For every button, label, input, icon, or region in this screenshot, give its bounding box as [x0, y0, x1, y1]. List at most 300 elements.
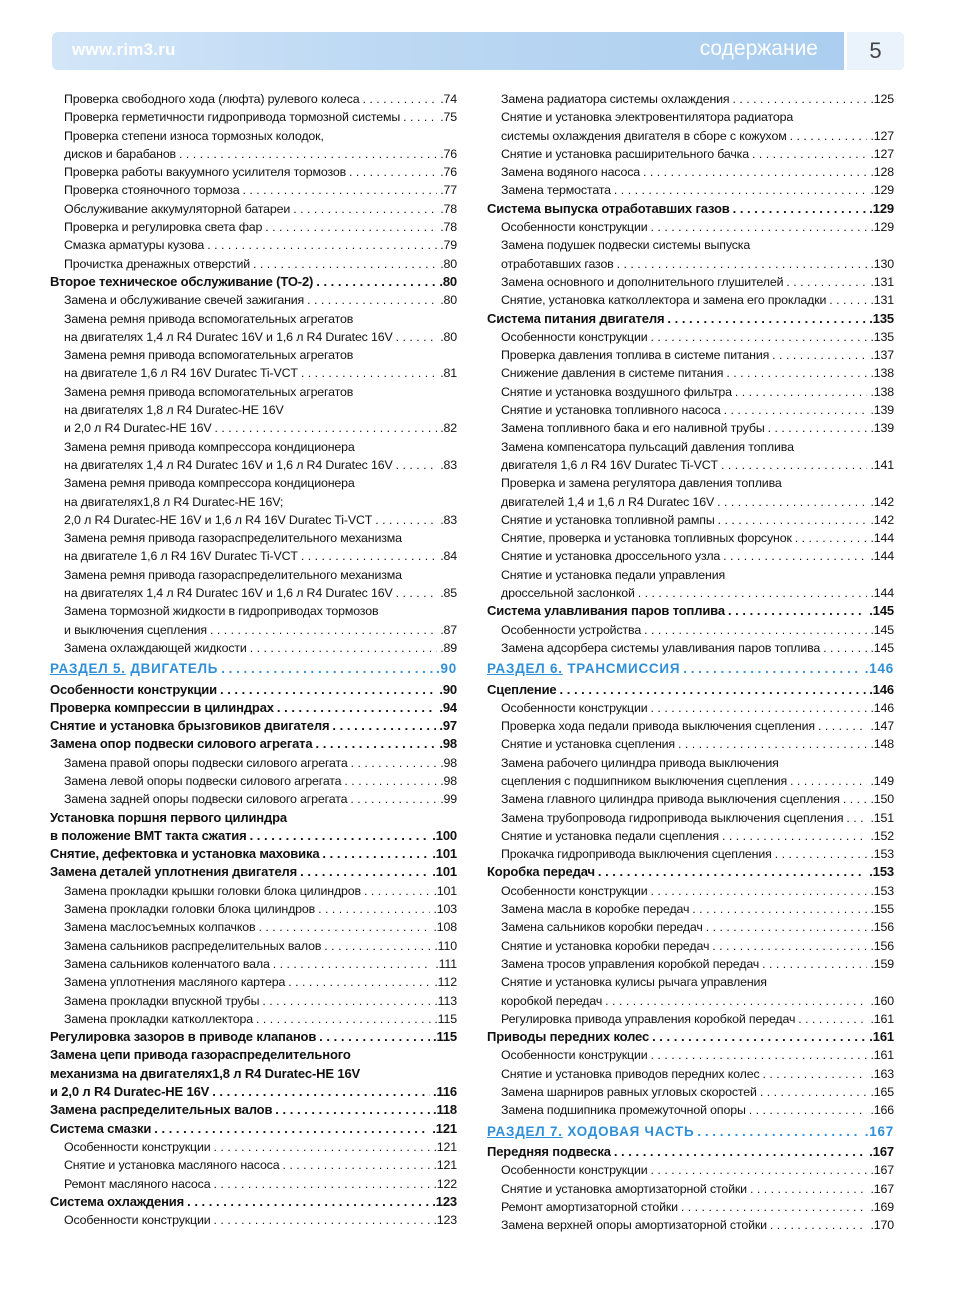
toc-item[interactable] — [487, 401, 894, 419]
toc-item[interactable] — [487, 845, 894, 863]
toc-chapter[interactable] — [50, 735, 457, 753]
toc-column-left — [50, 90, 457, 1229]
toc-item-text: Особенности конструкции — [50, 681, 217, 697]
section-heading[interactable] — [50, 660, 457, 678]
toc-item[interactable] — [50, 900, 457, 918]
toc-item[interactable] — [487, 236, 894, 273]
toc-line — [501, 1101, 894, 1119]
dot-leader — [396, 328, 438, 346]
page-ref: .97 — [439, 718, 457, 734]
page-ref: .75 — [440, 110, 457, 125]
toc-item[interactable] — [487, 882, 894, 900]
toc-item-text: на двигателе 1,6 л R4 16V Duratec Ti-VCT — [64, 366, 298, 381]
page-ref: .78 — [440, 220, 457, 235]
page-ref: .94 — [439, 699, 457, 715]
toc-item[interactable] — [487, 419, 894, 437]
page-ref: .139 — [870, 403, 894, 418]
toc-item-text: коробкой передач — [501, 993, 603, 1008]
toc-item-text-line: Снятие и установка педали управления — [501, 567, 726, 582]
dot-leader — [652, 1028, 866, 1046]
toc-line — [501, 1065, 894, 1083]
page-ref: .80 — [440, 293, 457, 308]
toc-chapter[interactable] — [487, 310, 894, 328]
toc-item[interactable] — [50, 955, 457, 973]
dot-leader — [560, 681, 867, 699]
toc-line — [487, 310, 894, 328]
dot-leader — [250, 827, 430, 845]
toc-line — [501, 401, 894, 419]
toc-item-text: Регулировка привода управления коробкой передач — [501, 1011, 796, 1026]
toc-chapter[interactable] — [50, 809, 457, 846]
toc-item-text: Проверка давления топлива в системе питания — [501, 348, 770, 363]
dot-leader — [364, 882, 431, 900]
toc-item-text: и выключения сцепления — [64, 622, 207, 637]
dot-leader — [768, 419, 868, 437]
page-ref: .76 — [440, 146, 457, 161]
toc-chapter[interactable] — [487, 1028, 894, 1046]
dot-leader — [723, 547, 867, 565]
toc-line — [50, 827, 457, 845]
page-ref: .147 — [870, 719, 894, 734]
toc-item[interactable] — [487, 383, 894, 401]
page-ref: .83 — [440, 512, 457, 527]
toc-item-text: дроссельной заслонкой — [501, 586, 635, 601]
page-ref: .129 — [869, 200, 894, 216]
page-ref: .170 — [870, 1218, 894, 1233]
toc-item-text-line: Снятие и установка кулисы рычага управления — [501, 975, 767, 990]
toc-item[interactable] — [50, 937, 457, 955]
toc-item-text: дисков и барабанов — [64, 146, 176, 161]
toc-line — [64, 1175, 457, 1193]
toc-item[interactable] — [50, 1175, 457, 1193]
page-ref: .127 — [870, 128, 894, 143]
toc-line — [487, 200, 894, 218]
toc-line — [50, 717, 457, 735]
toc-line — [501, 809, 894, 827]
dot-leader — [273, 955, 433, 973]
page-ref: .129 — [870, 220, 894, 235]
dot-leader — [262, 992, 431, 1010]
page-ref: .100 — [432, 827, 457, 843]
page-header — [52, 32, 904, 70]
toc-line — [501, 1010, 894, 1028]
toc-line — [501, 218, 894, 236]
toc-item[interactable] — [50, 310, 457, 347]
dot-leader — [324, 937, 431, 955]
page-ref: .144 — [870, 586, 894, 601]
toc-item[interactable] — [50, 1138, 457, 1156]
toc-item[interactable] — [50, 181, 457, 199]
toc-item[interactable] — [487, 438, 894, 475]
toc-item-text: Особенности конструкции — [501, 329, 648, 344]
dot-leader — [638, 584, 868, 602]
section-number: РАЗДЕЛ 5. — [50, 661, 126, 677]
toc-item-text: Проверка хода педали привода выключения сцепления — [501, 719, 815, 734]
page-ref: .153 — [870, 847, 894, 862]
toc-chapter[interactable] — [50, 863, 457, 881]
toc-item[interactable] — [487, 181, 894, 199]
toc-item[interactable] — [50, 772, 457, 790]
toc-item[interactable] — [487, 699, 894, 717]
toc-chapter[interactable] — [487, 1143, 894, 1161]
page-ref: .135 — [869, 310, 894, 326]
toc-item[interactable] — [50, 973, 457, 991]
dot-leader — [253, 255, 437, 273]
toc-item[interactable] — [487, 1046, 894, 1064]
toc-item[interactable] — [50, 529, 457, 566]
toc-item-text: Проверка герметичности гидропривода тормозной системы — [64, 110, 401, 125]
toc-line — [501, 992, 894, 1010]
toc-item-text: двигателя 1,6 л R4 16V Duratec Ti-VCT — [501, 457, 718, 472]
page-ref: .121 — [433, 1158, 457, 1173]
toc-item[interactable] — [487, 145, 894, 163]
toc-item-text: Система улавливания паров топлива — [487, 603, 725, 619]
dot-leader — [318, 900, 430, 918]
toc-item[interactable] — [487, 474, 894, 511]
toc-item-text: Смазка арматуры кузова — [64, 238, 205, 253]
dot-leader — [786, 273, 867, 291]
toc-item[interactable] — [50, 438, 457, 475]
toc-item-text: Замена тросов управления коробкой передач — [501, 956, 760, 971]
toc-item-text: Проверка и регулировка света фар — [64, 220, 263, 235]
toc-item-text-line: на двигателях 1,8 л R4 Duratec-HE 16V — [64, 403, 284, 418]
toc-line — [501, 1161, 894, 1179]
dot-leader — [829, 291, 867, 309]
toc-item-text: Особенности конструкции — [501, 1048, 648, 1063]
dot-leader — [790, 127, 868, 145]
toc-line — [64, 291, 457, 309]
toc-item-text: Коробка передач — [487, 864, 595, 880]
toc-item-text: Снятие и установка топливного насоса — [501, 403, 721, 418]
toc-line — [487, 660, 894, 678]
toc-item-text: Снятие, проверка и установка топливных форсунок — [501, 531, 792, 546]
toc-chapter[interactable] — [487, 681, 894, 699]
toc-item[interactable] — [487, 218, 894, 236]
toc-item[interactable] — [50, 255, 457, 273]
toc-item[interactable] — [487, 827, 894, 845]
toc-item[interactable] — [50, 90, 457, 108]
page-ref: .167 — [870, 1163, 894, 1178]
page-ref: .130 — [870, 256, 894, 271]
toc-item-text: Снятие и установка педали сцепления — [501, 828, 719, 843]
page-ref: .98 — [440, 773, 457, 788]
toc-chapter[interactable] — [50, 845, 457, 863]
toc-item-text: на двигателе 1,6 л R4 16V Duratec Ti-VCT — [64, 549, 298, 564]
toc-item[interactable] — [50, 602, 457, 639]
toc-item-text: Замена главного цилиндра привода выключения сцепления — [501, 792, 840, 807]
toc-item-text: Снятие и установка воздушного фильтра — [501, 384, 732, 399]
toc-item[interactable] — [487, 754, 894, 791]
dot-leader — [733, 200, 867, 218]
toc-item[interactable] — [487, 1198, 894, 1216]
toc-line — [64, 772, 457, 790]
section-heading[interactable] — [487, 1123, 894, 1141]
toc-chapter[interactable] — [50, 1101, 457, 1119]
toc-item[interactable] — [487, 566, 894, 603]
dot-leader — [651, 882, 868, 900]
toc-item[interactable] — [50, 1010, 457, 1028]
toc-item[interactable] — [487, 1101, 894, 1119]
page-ref: .116 — [433, 1084, 457, 1100]
toc-item[interactable] — [50, 882, 457, 900]
dot-leader — [790, 772, 867, 790]
toc-chapter[interactable] — [50, 699, 457, 717]
toc-item[interactable] — [50, 346, 457, 383]
page-ref: .98 — [439, 736, 457, 752]
toc-item[interactable] — [50, 790, 457, 808]
dot-leader — [697, 1123, 861, 1141]
page-ref: .141 — [870, 457, 894, 472]
section-number: РАЗДЕЛ 7. — [487, 1123, 563, 1139]
dot-leader — [154, 1120, 429, 1138]
page-ref: .101 — [432, 864, 457, 880]
page-ref: .153 — [870, 883, 894, 898]
page-ref: .123 — [432, 1193, 457, 1209]
dot-leader — [179, 145, 437, 163]
dot-leader — [651, 699, 868, 717]
toc-item[interactable] — [487, 735, 894, 753]
toc-item[interactable] — [50, 218, 457, 236]
toc-item[interactable] — [50, 163, 457, 181]
dot-leader — [250, 639, 438, 657]
toc-line — [501, 900, 894, 918]
dot-leader — [214, 1211, 431, 1229]
toc-item[interactable] — [50, 200, 457, 218]
toc-item[interactable] — [487, 1083, 894, 1101]
dot-leader — [750, 1180, 868, 1198]
toc-line — [64, 255, 457, 273]
page-ref: .101 — [433, 883, 457, 898]
toc-item-text: Замена распределительных валов — [50, 1102, 273, 1118]
toc-item-text-line: механизма на двигателях1,8 л R4 Duratec-HE 16V — [50, 1065, 361, 1081]
toc-line — [487, 1143, 894, 1161]
toc-item[interactable] — [487, 639, 894, 657]
toc-item-text: Проверка компрессии в цилиндрах — [50, 699, 274, 715]
toc-item[interactable] — [487, 90, 894, 108]
toc-item-text: и 2,0 л R4 Duratec-HE 16V — [64, 421, 212, 436]
toc-chapter[interactable] — [487, 602, 894, 620]
toc-item-text: Замена прокладки крышки головки блока цилиндров — [64, 883, 361, 898]
dot-leader — [210, 621, 437, 639]
dot-leader — [644, 621, 867, 639]
toc-item-text-line: Замена цепи привода газораспределительного — [50, 1047, 351, 1063]
toc-item[interactable] — [487, 163, 894, 181]
dot-leader — [396, 456, 438, 474]
toc-item[interactable] — [487, 273, 894, 291]
toc-item[interactable] — [50, 383, 457, 438]
page-ref: .161 — [869, 1029, 894, 1045]
toc-line — [64, 364, 457, 382]
toc-item[interactable] — [487, 809, 894, 827]
page-ref: .112 — [434, 975, 457, 990]
dot-leader — [605, 992, 867, 1010]
dot-leader — [651, 218, 868, 236]
dot-leader — [726, 364, 867, 382]
toc-item-text: Замена левой опоры подвески силового агрегата — [64, 773, 342, 788]
dot-leader — [651, 1046, 868, 1064]
page-ref: .87 — [440, 622, 457, 637]
toc-item-text: Система выпуска отработавших газов — [487, 200, 730, 216]
toc-line — [50, 1120, 457, 1138]
toc-item[interactable] — [50, 1211, 457, 1229]
toc-item[interactable] — [487, 511, 894, 529]
toc-item-text: Снятие и установка сцепления — [501, 737, 675, 752]
toc-item[interactable] — [487, 1161, 894, 1179]
dot-leader — [242, 181, 437, 199]
toc-line — [501, 547, 894, 565]
toc-line — [501, 918, 894, 936]
toc-item[interactable] — [487, 918, 894, 936]
dot-leader — [212, 1083, 430, 1101]
page-ref: .146 — [870, 700, 894, 715]
toc-item[interactable] — [50, 474, 457, 529]
dot-leader — [706, 918, 868, 936]
toc-item[interactable] — [487, 717, 894, 735]
page-ref: .165 — [870, 1085, 894, 1100]
dot-leader — [187, 1193, 429, 1211]
page-ref: .113 — [434, 993, 457, 1008]
toc-item[interactable] — [487, 1065, 894, 1083]
toc-item-text: на двигателях 1,4 л R4 Duratec 16V и 1,6 л R4 Duratec 16V — [64, 586, 393, 601]
toc-item-text: Прокачка гидропривода выключения сцепления — [501, 847, 772, 862]
toc-item[interactable] — [487, 1010, 894, 1028]
toc-chapter[interactable] — [50, 1028, 457, 1046]
page-ref: .80 — [439, 273, 457, 289]
page-ref: .138 — [870, 366, 894, 381]
toc-item[interactable] — [50, 291, 457, 309]
toc-line — [501, 90, 894, 108]
toc-item[interactable] — [487, 291, 894, 309]
page-ref: .144 — [870, 531, 894, 546]
toc-line — [501, 163, 894, 181]
toc-item[interactable] — [50, 1156, 457, 1174]
toc-item[interactable] — [487, 547, 894, 565]
toc-line — [501, 955, 894, 973]
toc-line — [64, 973, 457, 991]
toc-line — [64, 584, 457, 602]
toc-item-text-line: Замена тормозной жидкости в гидроприводах тормозов — [64, 604, 379, 619]
toc-item[interactable] — [487, 364, 894, 382]
toc-item[interactable] — [487, 328, 894, 346]
toc-item[interactable] — [50, 108, 457, 126]
dot-leader — [332, 717, 436, 735]
toc-line — [64, 163, 457, 181]
toc-item-text: сцепления с подшипником выключения сцепления — [501, 773, 788, 788]
page-ref: .149 — [870, 773, 894, 788]
toc-item[interactable] — [487, 955, 894, 973]
toc-chapter[interactable] — [487, 863, 894, 881]
toc-item[interactable] — [50, 127, 457, 164]
page-ref: .167 — [869, 1143, 894, 1159]
toc-item-text: ТРАНСМИССИЯ — [567, 661, 681, 677]
toc-item-text: Замена задней опоры подвески силового агрегата — [64, 792, 348, 807]
toc-line — [64, 1156, 457, 1174]
toc-chapter[interactable] — [50, 1120, 457, 1138]
dot-leader — [214, 1138, 431, 1156]
page-ref: .131 — [870, 293, 894, 308]
page-ref: .153 — [869, 864, 894, 880]
toc-item[interactable] — [487, 108, 894, 145]
toc-item[interactable] — [50, 918, 457, 936]
dot-leader — [651, 1161, 868, 1179]
dot-leader — [362, 90, 437, 108]
page-ref: .166 — [870, 1103, 894, 1118]
toc-item[interactable] — [50, 236, 457, 254]
toc-line — [64, 992, 457, 1010]
toc-chapter[interactable] — [50, 1193, 457, 1211]
toc-item-text: Замена верхней опоры амортизаторной стойки — [501, 1218, 767, 1233]
toc-item-text: на двигателях 1,4 л R4 Duratec 16V и 1,6 л R4 Duratec 16V — [64, 457, 393, 472]
toc-chapter[interactable] — [50, 1046, 457, 1101]
page-ref: .128 — [870, 165, 894, 180]
toc-chapter[interactable] — [50, 681, 457, 699]
page-ref: .145 — [869, 603, 894, 619]
toc-item-text: Замена трубопровода гидропривода выключения сцепления — [501, 810, 844, 825]
dot-leader — [617, 255, 868, 273]
dot-leader — [681, 1198, 868, 1216]
toc-item-text: Снятие и установка топливной рампы — [501, 512, 715, 527]
toc-item-text: Снятие и установка амортизаторной стойки — [501, 1181, 747, 1196]
page-ref: .155 — [870, 902, 894, 917]
page-ref: .111 — [435, 956, 457, 971]
toc-item[interactable] — [50, 992, 457, 1010]
toc-item[interactable] — [487, 900, 894, 918]
dot-leader — [396, 584, 438, 602]
page-ref: .89 — [440, 640, 457, 655]
toc-item[interactable] — [50, 754, 457, 772]
toc-item-text: Обслуживание аккумуляторной батареи — [64, 201, 291, 216]
toc-item-text: Особенности конструкции — [501, 700, 648, 715]
toc-item[interactable] — [487, 1216, 894, 1234]
toc-chapter[interactable] — [50, 273, 457, 291]
toc-line — [501, 291, 894, 309]
toc-item[interactable] — [50, 639, 457, 657]
toc-line — [501, 735, 894, 753]
toc-line — [501, 1046, 894, 1064]
toc-item[interactable] — [50, 566, 457, 603]
toc-line — [50, 1083, 457, 1101]
toc-item[interactable] — [487, 790, 894, 808]
page-ref: .98 — [440, 755, 457, 770]
toc-column-right — [487, 90, 894, 1234]
toc-item-text-line: Замена ремня привода газораспределительного механизма — [64, 567, 402, 582]
toc-line — [501, 827, 894, 845]
dot-leader — [846, 809, 867, 827]
toc-line — [501, 511, 894, 529]
toc-item-text: Снятие и установка дроссельного узла — [501, 549, 721, 564]
toc-item[interactable] — [487, 529, 894, 547]
toc-line — [501, 1083, 894, 1101]
toc-line — [50, 699, 457, 717]
toc-item[interactable] — [487, 346, 894, 364]
page-ref: .161 — [870, 1011, 894, 1026]
dot-leader — [350, 790, 437, 808]
toc-chapter[interactable] — [50, 717, 457, 735]
page-ref: .115 — [434, 1011, 457, 1026]
toc-chapter[interactable] — [487, 200, 894, 218]
toc-item[interactable] — [487, 621, 894, 639]
toc-line — [64, 882, 457, 900]
toc-line — [50, 1028, 457, 1046]
toc-item[interactable] — [487, 973, 894, 1010]
section-heading[interactable] — [487, 660, 894, 678]
page-ref: .129 — [870, 183, 894, 198]
toc-item[interactable] — [487, 1180, 894, 1198]
toc-item[interactable] — [487, 937, 894, 955]
dot-leader — [770, 1216, 868, 1234]
dot-leader — [301, 364, 437, 382]
toc-line — [487, 1123, 894, 1141]
